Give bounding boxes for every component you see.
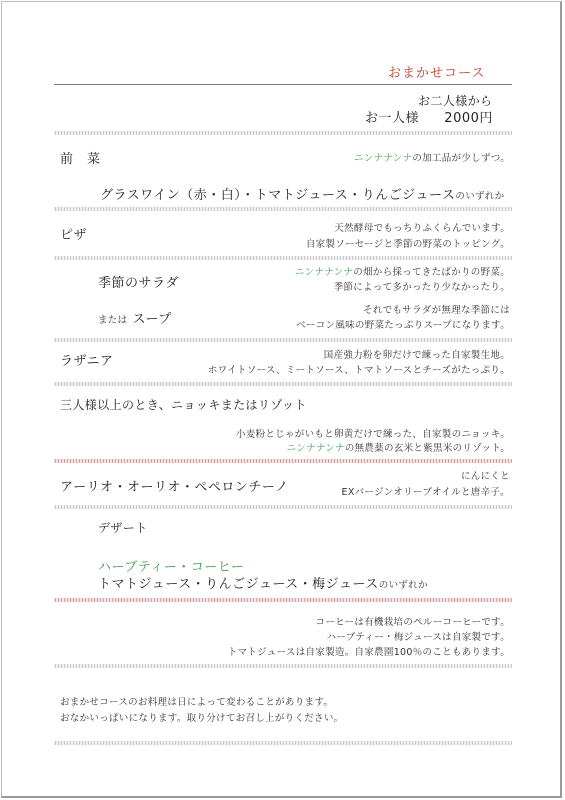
divider: [54, 741, 512, 745]
drinks-suffix: のいずれか: [455, 191, 505, 202]
soup-note-1: それでもサラダが無理な季節には: [363, 305, 510, 316]
lasagna-note-1: 国産強力粉を卵だけで練った自家製生地。: [323, 350, 510, 361]
drinks-main: グラスワイン（赤・白）・トマトジュース・りんごジュース: [100, 188, 456, 203]
divider: [54, 505, 512, 509]
soup-line: [98, 308, 172, 327]
gnocchi-note-1: 小麦粉とじゃがいもと卵黄だけで練った、自家製のニョッキ。: [235, 429, 510, 440]
soup-note-2: ベーコン風味の野菜たっぷりスープになります。: [296, 320, 510, 331]
divider: [54, 256, 512, 260]
pizza-note-2: 自家製ソーセージと季節の野菜のトッピング。: [305, 239, 510, 250]
footer-line-1: おまかせコースのお料理は日によって変わることがあります。: [60, 697, 334, 708]
salad-note-text: の畑から採ってきたばかりの野菜。: [353, 267, 510, 278]
course-title: おまかせコース: [388, 66, 486, 81]
gnocchi-label: 三人様以上のとき、ニョッキまたはリゾット: [60, 398, 307, 412]
farm-name: ニンナナンナ: [354, 153, 413, 164]
soup-label: スープ: [132, 312, 172, 327]
drinks-line: [100, 184, 504, 203]
divider: [54, 207, 512, 211]
divider-pink: [54, 598, 512, 602]
aglio-label: アーリオ・オーリオ・ペペロンチーノ: [60, 480, 289, 495]
farm-name: ニンナナンナ: [294, 267, 354, 278]
divider: [54, 382, 512, 386]
pizza-label: ピザ: [60, 228, 88, 243]
dessert-tea-coffee: ハーブティー・コーヒー: [98, 560, 245, 575]
zensai-note-text: の加工品が少しずつ。: [412, 153, 510, 164]
divider: [54, 664, 512, 668]
aglio-note-1: にんにくと: [460, 471, 510, 482]
divider: [54, 338, 512, 342]
price-line: [365, 107, 493, 126]
dessert-juice-main: トマトジュース・りんごジュース・梅ジュース: [98, 577, 379, 592]
divider-pink: [54, 459, 512, 463]
salad-note-1: [295, 264, 510, 278]
lasagna-note-2: ホワイトソース、ミートソース、トマトソースとチーズがたっぷり。: [207, 365, 510, 376]
farm-name: ニンナナンナ: [286, 443, 345, 454]
price-value: 2000円: [444, 111, 493, 126]
zensai-label: 前 菜: [60, 152, 101, 167]
lasagna-label: ラザニア: [60, 354, 114, 369]
risotto-note-text: の無農薬の玄米と紫黒米のリゾット。: [344, 443, 510, 454]
note-tomato: トマトジュースは自家製造。自家農園100％のこともあります。: [227, 647, 510, 658]
risotto-note: [286, 440, 510, 454]
footer-line-2: おなかいっぱいになります。取り分けてお召し上がりください。: [60, 713, 344, 724]
salad-label: 季節のサラダ: [98, 276, 179, 291]
soup-prefix: または: [98, 315, 128, 326]
dessert-juice-suffix: のいずれか: [378, 580, 428, 591]
dessert-juice-line: [98, 573, 428, 592]
zensai-note: [354, 150, 510, 164]
header-rule: [54, 84, 512, 85]
persons-from: お二人様から: [418, 94, 493, 108]
aglio-note-2: EXバージンオリーブオイルと唐辛子。: [341, 487, 510, 498]
note-herbtea: ハーブティー・梅ジュースは自家製です。: [326, 632, 510, 643]
pizza-note-1: 天然酵母でもっちりふくらんでいます。: [334, 223, 510, 234]
salad-note-2: 季節によって多かったり少なかったり。: [333, 282, 510, 293]
price-label: お一人様: [365, 111, 420, 126]
dessert-label: デザート: [98, 521, 148, 535]
divider: [54, 131, 512, 135]
note-coffee: コーヒーは有機栽培のペルーコーヒーです。: [315, 617, 510, 628]
